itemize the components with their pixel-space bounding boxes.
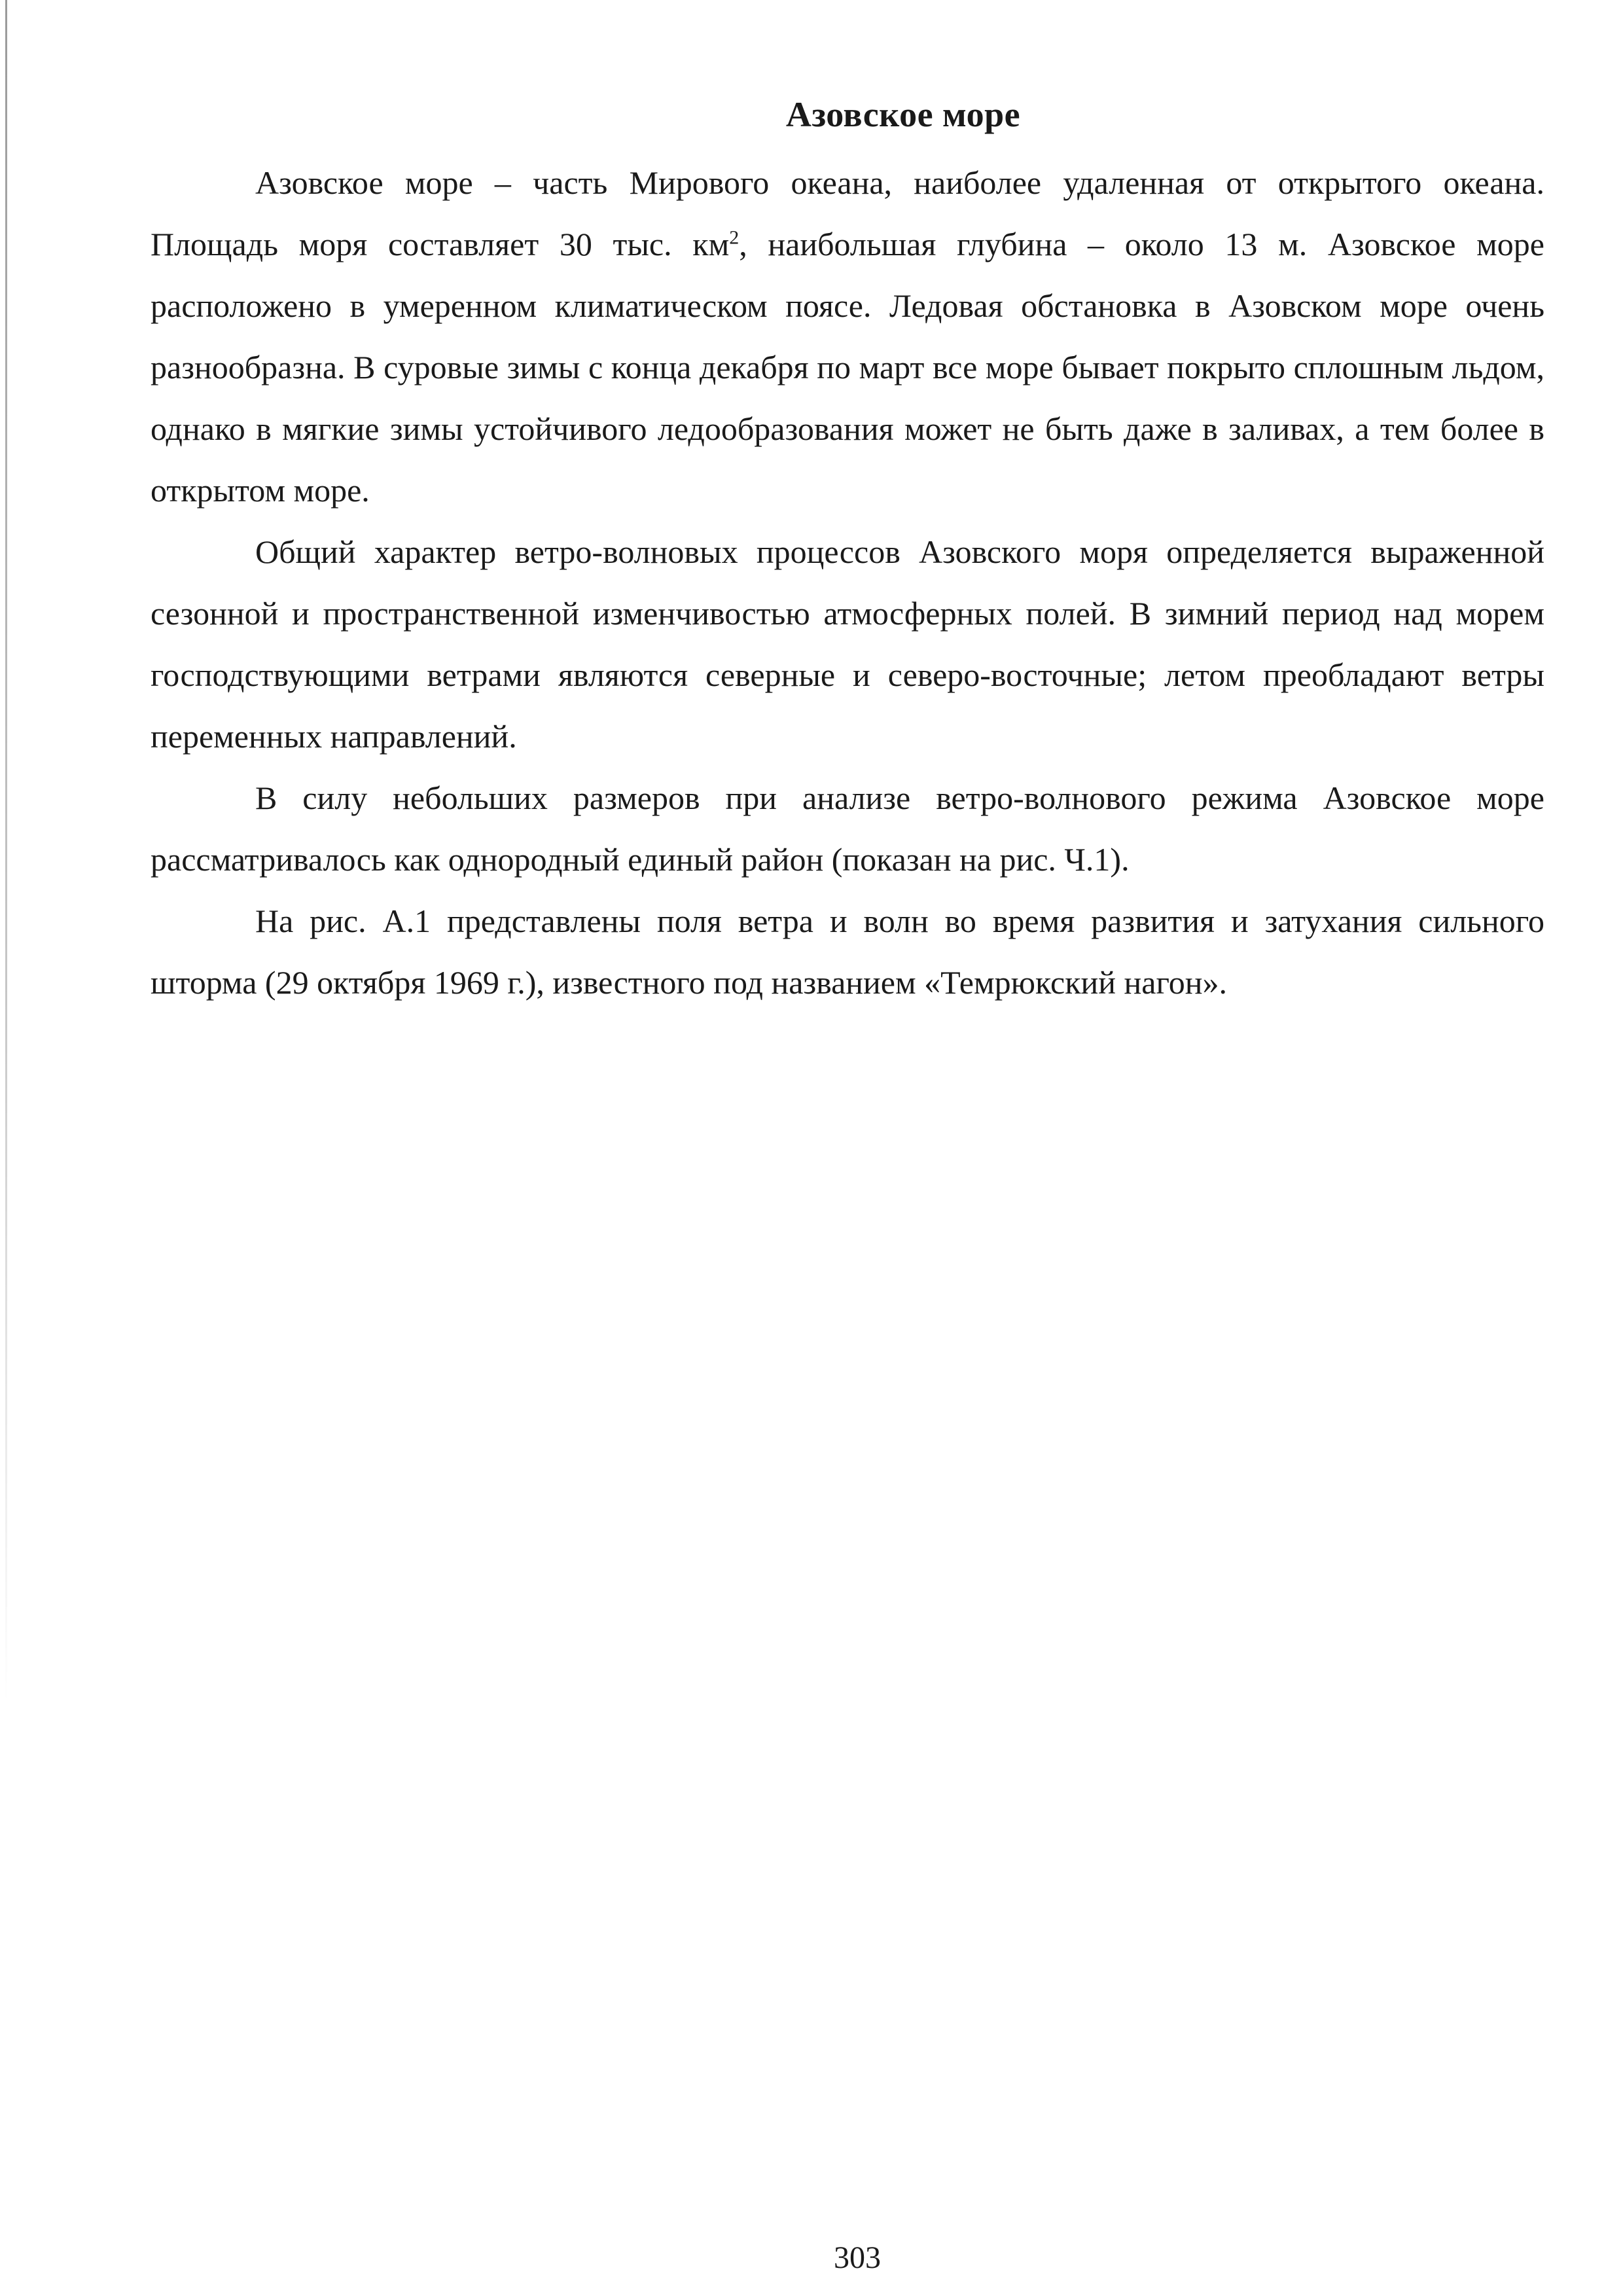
scan-edge-line [5, 0, 7, 1702]
paragraph-4: На рис. А.1 представлены поля ветра и волн во время развития и затухания сильного шторма (29 октября 1969 г.), известного под названием «Темрюкский нагон». [151, 903, 1544, 1001]
paragraph-3: В силу небольших размеров при анализе ветро-волнового режима Азовское море рассматривалось как однородный единый район (показан на рис. Ч.1). [151, 780, 1544, 878]
paragraph-1-text-b: , наибольшая глубина – около 13 м. Азовское море расположено в умеренном климатическом поясе. Ледовая обстановка в Азовском море очень разнообразна. В суровые зимы с конца декабря по март все море бывает покрыто сплошным льдом, однако в мягкие зимы устойчивого ледообразования может не быть даже в заливах, а тем более в открытом море. [151, 226, 1544, 509]
page-number: 303 [834, 2240, 881, 2275]
paragraph-1 [151, 152, 1544, 521]
paragraph-1-text-a: Азовское море – часть Мирового океана, наиболее удаленная от открытого океана. Площадь моря составляет 30 тыс. км [151, 164, 1544, 262]
paragraph-2: Общий характер ветро-волновых процессов Азовского моря определяется выраженной сезонной и пространственной изменчивостью атмосферных полей. В зимний период над морем господствующими ветрами являются северные и северо-восточные; летом преобладают ветры переменных направлений. [151, 533, 1544, 755]
document-page [151, 85, 1544, 1013]
superscript-square: 2 [729, 226, 740, 249]
page-title: Азовское море [785, 95, 1021, 134]
